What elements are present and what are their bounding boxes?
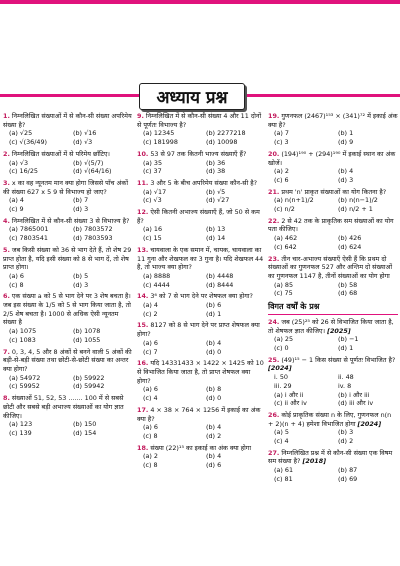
option: (b) 4 xyxy=(206,423,222,432)
option: (d) 3 xyxy=(73,280,89,289)
option: (c) 8 xyxy=(143,461,158,470)
question-text: जब किसी संख्या को 36 से भाग देते हैं, तो शेष 29 प्राप्त होता है, यदि इसी संख्या को 8 से भाग दें, तो शेष प्राप्त होगा। xyxy=(3,245,132,272)
options xyxy=(137,301,265,318)
option: (c) 75 xyxy=(274,289,293,298)
option: (d) 59942 xyxy=(73,382,105,391)
question-number: 15. xyxy=(137,321,149,330)
option: (c) ii और iv xyxy=(274,399,307,408)
option: (d) √(64/16) xyxy=(73,167,112,176)
question-number: 20. xyxy=(268,149,280,158)
option: (c) 139 xyxy=(9,428,32,437)
question-number: 8. xyxy=(3,394,10,403)
options xyxy=(3,225,133,242)
options xyxy=(268,167,398,184)
option: (c) 15 xyxy=(143,234,162,243)
option: (d) 0 xyxy=(206,347,222,356)
question-item xyxy=(137,292,265,318)
question-text: निम्नलिखित में से कौन-सी संख्या 4 और 11 दोनों से पूर्णतः विभाज्य है? xyxy=(137,112,262,129)
question-number: 9. xyxy=(137,112,144,120)
question-item xyxy=(268,411,398,446)
option: (c) √(36/49) xyxy=(9,138,48,147)
option: (a) 7865001 xyxy=(9,225,49,234)
option: (c) 7803541 xyxy=(9,234,48,243)
question-text: संख्याओं 51, 52, 53 ....... 100 में से सबसे छोटी और सबसे बड़ी अभाज्य संख्याओं का योग ज्ञात कीजिए। xyxy=(3,394,124,420)
option: (a) 4 xyxy=(143,301,158,310)
question-text: एक संख्या a को 5 से भाग देने पर 3 शेष बचता है। जब इस संख्या के 1/5 को 5 से भाग किया जाता है, तो 2/5 शेष बचता है। 1000 से अधिक ऐसी न्यूनतम संख्या है xyxy=(3,292,131,327)
option: (b) 1078 xyxy=(73,327,101,336)
option: (b) 59922 xyxy=(73,373,105,382)
question-item xyxy=(268,188,398,214)
question-item xyxy=(137,359,265,403)
title-rule-right xyxy=(243,94,400,97)
options xyxy=(3,374,133,391)
question-number: 18. xyxy=(137,443,149,452)
question-item xyxy=(268,150,398,185)
option: (d) 14 xyxy=(206,234,226,243)
option: (b) 4 xyxy=(206,452,222,461)
question-number: 17. xyxy=(137,405,149,414)
options xyxy=(268,281,398,298)
question-text: 2 से 42 तक के प्राकृतिक सम संख्याओं का योग पता कीजिए। xyxy=(268,216,394,234)
question-number: 24. xyxy=(268,317,280,326)
option: (d) 624 xyxy=(338,242,362,251)
question-number: 21. xyxy=(268,187,280,196)
question-text: 0, 3, 4, 5 और 8 अंकों से बनने वाली 5 अंकों की बड़ी-से-बड़ी संख्या तथा छोटी-से-छोटी संख्या का अन्तर क्या होगा? xyxy=(3,347,132,373)
option: (c) 3 xyxy=(274,138,289,147)
option: (c) 8 xyxy=(9,280,24,289)
question-text: (194)¹⁹⁰ + (294)¹⁹⁰ में इकाई स्थान का अंक खोजें। xyxy=(268,149,396,167)
section-heading-past-years: विगत वर्षों के प्रश्न xyxy=(268,302,398,315)
option: (a) 85 xyxy=(274,280,294,289)
options xyxy=(137,225,265,242)
question-text: 4 × 38 × 764 × 1256 में इकाई का अंक क्या है? xyxy=(137,405,261,423)
question-text: x का वह न्यूनतम मान क्या होगा जिससे पाँच अंकों की संख्या 627 x 5 9 से विभाज्य हो जाए? xyxy=(3,178,128,196)
option: (d) 154 xyxy=(73,428,97,437)
question-text: निम्नलिखित प्रश्न में से कौन-सी संख्या एक विषम सम संख्या है? xyxy=(268,448,393,466)
option: (a) 1075 xyxy=(9,327,37,336)
title-rule-left xyxy=(0,94,139,97)
question-item xyxy=(137,444,265,470)
options xyxy=(268,196,398,213)
option: (b) 87 xyxy=(338,466,358,475)
option: (b) 6 xyxy=(206,301,222,310)
question-text: (49)¹⁵ − 1 किस संख्या से पूर्णतः विभाजित है? xyxy=(281,355,396,364)
chapter-title: अध्याय प्रश्न xyxy=(139,83,245,110)
option: iii. 29 xyxy=(274,381,292,390)
question-number: 1. xyxy=(3,112,10,120)
option: (b) 3 xyxy=(338,428,354,437)
options xyxy=(137,159,265,176)
option: (a) √3 xyxy=(9,158,29,167)
question-number: 25. xyxy=(268,355,280,364)
option: (d) 6 xyxy=(206,461,222,470)
option: (d) iii और iv xyxy=(338,399,374,408)
top-accent-bar xyxy=(0,0,400,4)
option: (b) 13 xyxy=(206,225,226,234)
option: (d) 8444 xyxy=(206,280,234,289)
question-item xyxy=(3,292,133,344)
option: (d) 2 xyxy=(338,437,354,446)
question-text: संख्या (22)¹⁵ का इकाई का अंक क्या होगा xyxy=(150,443,252,452)
question-number: 23. xyxy=(268,254,280,263)
question-item xyxy=(137,179,265,205)
options xyxy=(268,466,398,483)
question-text: ऐसी कितनी अभाज्य संख्याएँ हैं, जो 50 से कम हैं? xyxy=(137,208,260,225)
option: (a) 61 xyxy=(274,466,294,475)
option: (c) 4 xyxy=(143,394,158,403)
options xyxy=(268,129,398,146)
column-3 xyxy=(268,112,398,487)
option: (a) 6 xyxy=(143,423,158,432)
question-text: 8127 को 8 से भाग देने पर प्राप्त शेषफल क्या होगा? xyxy=(137,321,260,339)
question-item xyxy=(3,246,133,290)
option: (c) 2 xyxy=(143,309,158,318)
option: (d) n/2 + 1 xyxy=(338,205,373,214)
option: (b) 58 xyxy=(338,280,358,289)
options xyxy=(268,373,398,408)
option: (a) 6 xyxy=(143,385,158,394)
option: (c) 8 xyxy=(143,431,158,440)
options xyxy=(3,129,133,146)
question-number: 27. xyxy=(268,448,280,457)
question-text: 53 से 97 तक कितनी भाज्य संख्याएँ हैं? xyxy=(150,149,247,158)
option: (b) i और iii xyxy=(338,390,370,399)
question-number: 22. xyxy=(268,216,280,225)
option: (c) n/2 xyxy=(274,205,295,214)
option: (b) 5 xyxy=(73,271,89,280)
option: (d) 7803593 xyxy=(73,234,113,243)
option: (a) 35 xyxy=(143,158,163,167)
option: (b) 426 xyxy=(338,234,362,243)
question-item xyxy=(3,150,133,176)
options xyxy=(137,452,265,469)
question-item xyxy=(268,217,398,252)
option: (b) √5 xyxy=(206,187,226,196)
option: (d) 3 xyxy=(73,205,89,214)
question-number: 19. xyxy=(268,112,280,120)
option: (d) 69 xyxy=(338,474,358,483)
option: (a) 6 xyxy=(9,271,24,280)
question-item xyxy=(268,112,398,147)
question-text: तीन चार-अभाज्य संख्याएँ ऐसी हैं कि प्रथम दो संख्याओं का गुणनफल 527 और अन्तिम दो संख्याओं का गुणनफल 1147 है, तीनों संख्याओं का योग होगा xyxy=(268,254,393,280)
option: (a) √25 xyxy=(9,129,33,138)
option: (a) √17 xyxy=(143,187,167,196)
question-text: निम्नलिखित में से कौन-सी संख्या 3 से विभाज्य है? xyxy=(11,216,130,225)
option: (b) 4448 xyxy=(206,271,234,280)
option: (d) √27 xyxy=(206,196,230,205)
question-item xyxy=(137,150,265,176)
option: (b) 7 xyxy=(73,196,89,205)
option: (c) 59952 xyxy=(9,382,40,391)
question-item xyxy=(3,179,133,214)
question-item xyxy=(3,112,133,147)
option: (d) 68 xyxy=(338,289,358,298)
option: (a) 7 xyxy=(274,129,289,138)
option: (a) 25 xyxy=(274,335,294,344)
question-text: निम्नलिखित संख्याओं में से परिमेय छाँटिए। xyxy=(11,149,110,158)
option: (a) 16 xyxy=(143,225,163,234)
option: (a) 4 xyxy=(9,196,24,205)
option: (b) −1 xyxy=(338,335,359,344)
option: (a) 462 xyxy=(274,234,298,243)
option: (a) 6 xyxy=(143,338,158,347)
option: (d) 38 xyxy=(206,167,226,176)
question-item xyxy=(137,321,265,356)
options xyxy=(137,129,265,146)
question-number: 4. xyxy=(3,216,10,225)
option: (c) 1083 xyxy=(9,335,36,344)
question-number: 26. xyxy=(268,410,280,419)
exam-year-tag: [2024] xyxy=(357,419,382,428)
option: (b) √16 xyxy=(73,129,97,138)
question-text: कोई प्राकृतिक संख्या n के लिए, गुणनफल n(n + 2)(n + 4) हमेशा विभाजित होगा xyxy=(268,410,392,428)
option: (b) 2277218 xyxy=(206,129,246,138)
question-number: 14. xyxy=(137,292,149,301)
option: (a) 12345 xyxy=(143,129,175,138)
options xyxy=(137,423,265,440)
option: (a) 2 xyxy=(274,167,289,176)
option: (c) 16/25 xyxy=(9,167,38,176)
question-item xyxy=(137,208,265,243)
option: (d) 3 xyxy=(338,175,354,184)
option: (c) 6 xyxy=(274,175,289,184)
question-text: निम्नलिखित संख्याओं में से कौन-सी संख्या अपरिमेय संख्या है? xyxy=(3,112,132,129)
option: (a) 54972 xyxy=(9,373,41,382)
option: (d) 1 xyxy=(206,309,222,318)
options xyxy=(3,196,133,213)
question-number: 5. xyxy=(3,245,10,254)
question-item xyxy=(268,356,398,408)
question-item xyxy=(268,449,398,484)
option: (c) 0 xyxy=(274,344,289,353)
options xyxy=(3,159,133,176)
option: (b) 150 xyxy=(73,420,97,429)
option: (c) 81 xyxy=(274,474,293,483)
option: (a) 8888 xyxy=(143,271,171,280)
option: (c) 642 xyxy=(274,242,297,251)
question-number: 10. xyxy=(137,149,149,158)
option: (c) 37 xyxy=(143,167,162,176)
options xyxy=(137,385,265,402)
question-item xyxy=(3,348,133,392)
option: (d) √3 xyxy=(73,138,93,147)
option: (d) 1 xyxy=(338,344,354,353)
options xyxy=(137,339,265,356)
option: (b) 7803572 xyxy=(73,225,113,234)
question-item xyxy=(137,406,265,441)
exam-year-tag: [2018] xyxy=(302,457,327,466)
question-text: चायवाला के एक समान में, चायक, चायवाला का 11 गुना और शेखफल का 3 गुना है। यदि शेखफल 44 है, तो भाज्य क्या होगा? xyxy=(137,245,264,272)
option: (a) i और ii xyxy=(274,390,304,399)
option: (c) √3 xyxy=(143,196,162,205)
question-number: 11. xyxy=(137,178,149,187)
column-1 xyxy=(3,112,133,441)
option: (b) 8 xyxy=(206,385,222,394)
options xyxy=(3,420,133,437)
question-number: 13. xyxy=(137,245,149,254)
question-item xyxy=(137,246,265,290)
option: (d) 9 xyxy=(338,138,354,147)
option: i. 50 xyxy=(274,373,288,382)
question-text: गुणनफल (2467)¹⁵³ × (341)⁷² में इकाई अंक क्या है? xyxy=(268,112,398,129)
options xyxy=(3,327,133,344)
question-text: यदि 14331433 × 1422 × 1425 को 10 से विभाजित किया जाता है, तो प्राप्त शेषफल क्या होगा? xyxy=(137,359,264,385)
question-item xyxy=(268,318,398,353)
options xyxy=(268,234,398,251)
option: ii. 48 xyxy=(338,373,354,382)
question-item xyxy=(3,394,133,438)
option: (b) 4 xyxy=(206,338,222,347)
option: (c) 4 xyxy=(274,437,289,446)
question-number: 12. xyxy=(137,208,149,217)
question-item xyxy=(3,217,133,243)
option: (b) 1 xyxy=(338,129,354,138)
question-number: 16. xyxy=(137,359,149,368)
option: (c) 9 xyxy=(9,205,24,214)
column-2 xyxy=(137,112,265,473)
question-number: 2. xyxy=(3,149,10,158)
option: (b) 4 xyxy=(338,167,354,176)
question-text: 3⁶ को 7 से भाग देने पर शेषफल क्या होगा? xyxy=(150,292,253,301)
option: (d) 10098 xyxy=(206,138,238,147)
option: (a) 2 xyxy=(143,452,158,461)
exam-year-tag: [2024] xyxy=(268,364,292,373)
options xyxy=(268,428,398,445)
option: (c) 4444 xyxy=(143,280,170,289)
question-number: 6. xyxy=(3,292,10,301)
option: (a) n(n+1)/2 xyxy=(274,196,314,205)
options xyxy=(268,335,398,352)
exam-year-tag: [2025] xyxy=(327,326,351,335)
question-text: प्रथम 'n' प्राकृत संख्याओं का योग कितना है? xyxy=(281,187,387,196)
option: (d) 0 xyxy=(206,394,222,403)
question-number: 7. xyxy=(3,347,10,356)
question-item xyxy=(137,112,265,147)
option: (b) 36 xyxy=(206,158,226,167)
options xyxy=(137,272,265,289)
question-number: 3. xyxy=(3,178,10,187)
options xyxy=(137,188,265,205)
option: (b) n(n−1)/2 xyxy=(338,196,378,205)
option: (d) 1055 xyxy=(73,335,101,344)
options xyxy=(3,272,133,289)
option: (a) 5 xyxy=(274,428,289,437)
option: (d) 2 xyxy=(206,431,222,440)
question-text: 3 और 5 के बीच अपरिमेय संख्या कौन-सी है? xyxy=(150,178,258,187)
option: (a) 123 xyxy=(9,420,33,429)
question-item xyxy=(268,255,398,299)
option: (b) √(5/7) xyxy=(73,158,104,167)
option: (c) 7 xyxy=(143,347,158,356)
option: (c) 181998 xyxy=(143,138,178,147)
question-text: जब (25)²⁵ को 26 से विभाजित किया जाता है, तो शेषफल ज्ञात कीजिए। xyxy=(268,317,394,335)
option: iv. 8 xyxy=(338,381,352,390)
